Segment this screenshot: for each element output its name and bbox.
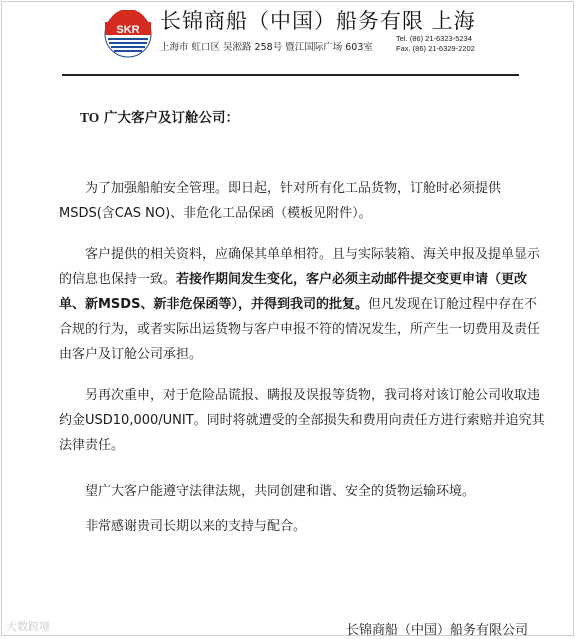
paragraph-consistency-bold: 若接作期间发生变化，客户必须主动邮件提交变更申请（更改单、新MSDS、新非危保函等），并得到我司的批复。 xyxy=(59,272,528,312)
watermark: 大数跨境 xyxy=(6,620,50,633)
paragraph-thanks xyxy=(59,514,549,539)
contact-block xyxy=(396,34,475,54)
company-logo xyxy=(104,10,152,58)
company-name: 长锦商船（中国）船务有限 上海 xyxy=(160,9,476,33)
salutation-prefix: TO xyxy=(80,110,100,125)
salutation xyxy=(80,106,239,126)
paragraph-penalty xyxy=(59,383,549,458)
paragraph-msds xyxy=(59,176,549,226)
paragraph-penalty-text: 另再次重申，对于危险品谎报、瞒报及误报等货物，我司将对该订舱公司收取违约金USD10,000/UNIT。同时将就遭受的全部损失和费用向责任方进行索赔并追究其法律责任。 xyxy=(59,388,545,453)
header-divider xyxy=(62,74,519,76)
paragraph-compliance xyxy=(59,479,549,504)
paragraph-compliance-text: 望广大客户能遵守法律法规，共同创建和谐、安全的货物运输环境。 xyxy=(85,484,476,499)
signature: 长锦商船（中国）船务有限公司 xyxy=(346,623,529,638)
paragraph-thanks-text: 非常感谢贵司长期以来的支持与配合。 xyxy=(85,519,307,534)
paragraph-consistency-start: 客户提供的相关资料，应确保其单单相符。且与实际装箱、海关申报及提单显示的信息也保持一致。 xyxy=(59,247,541,287)
paragraph-consistency xyxy=(59,242,549,367)
salutation-recipients: 广大客户及订舱公司： xyxy=(99,110,239,126)
logo-text: SKR xyxy=(116,24,140,36)
company-address: 上海市 虹口区 吴淞路 258号 暨江国际广场 603室 xyxy=(160,42,373,53)
paragraph-consistency-end: 但凡发现在订舱过程中存在不合规的行为，或者实际出运货物与客户申报不符的情况发生，所产生一切费用及责任由客户及订舱公司承担。 xyxy=(59,297,541,362)
tel-number: Tel. (86) 21-6323-5234 xyxy=(396,34,472,43)
fax-number: Fax. (86) 21-6329-2202 xyxy=(396,44,475,53)
paragraph-msds-text: 为了加强船舶安全管理。即日起，针对所有化工品货物，订舱时必须提供MSDS(含CAS NO)、非危化工品保函（模板见附件）。 xyxy=(59,181,502,221)
